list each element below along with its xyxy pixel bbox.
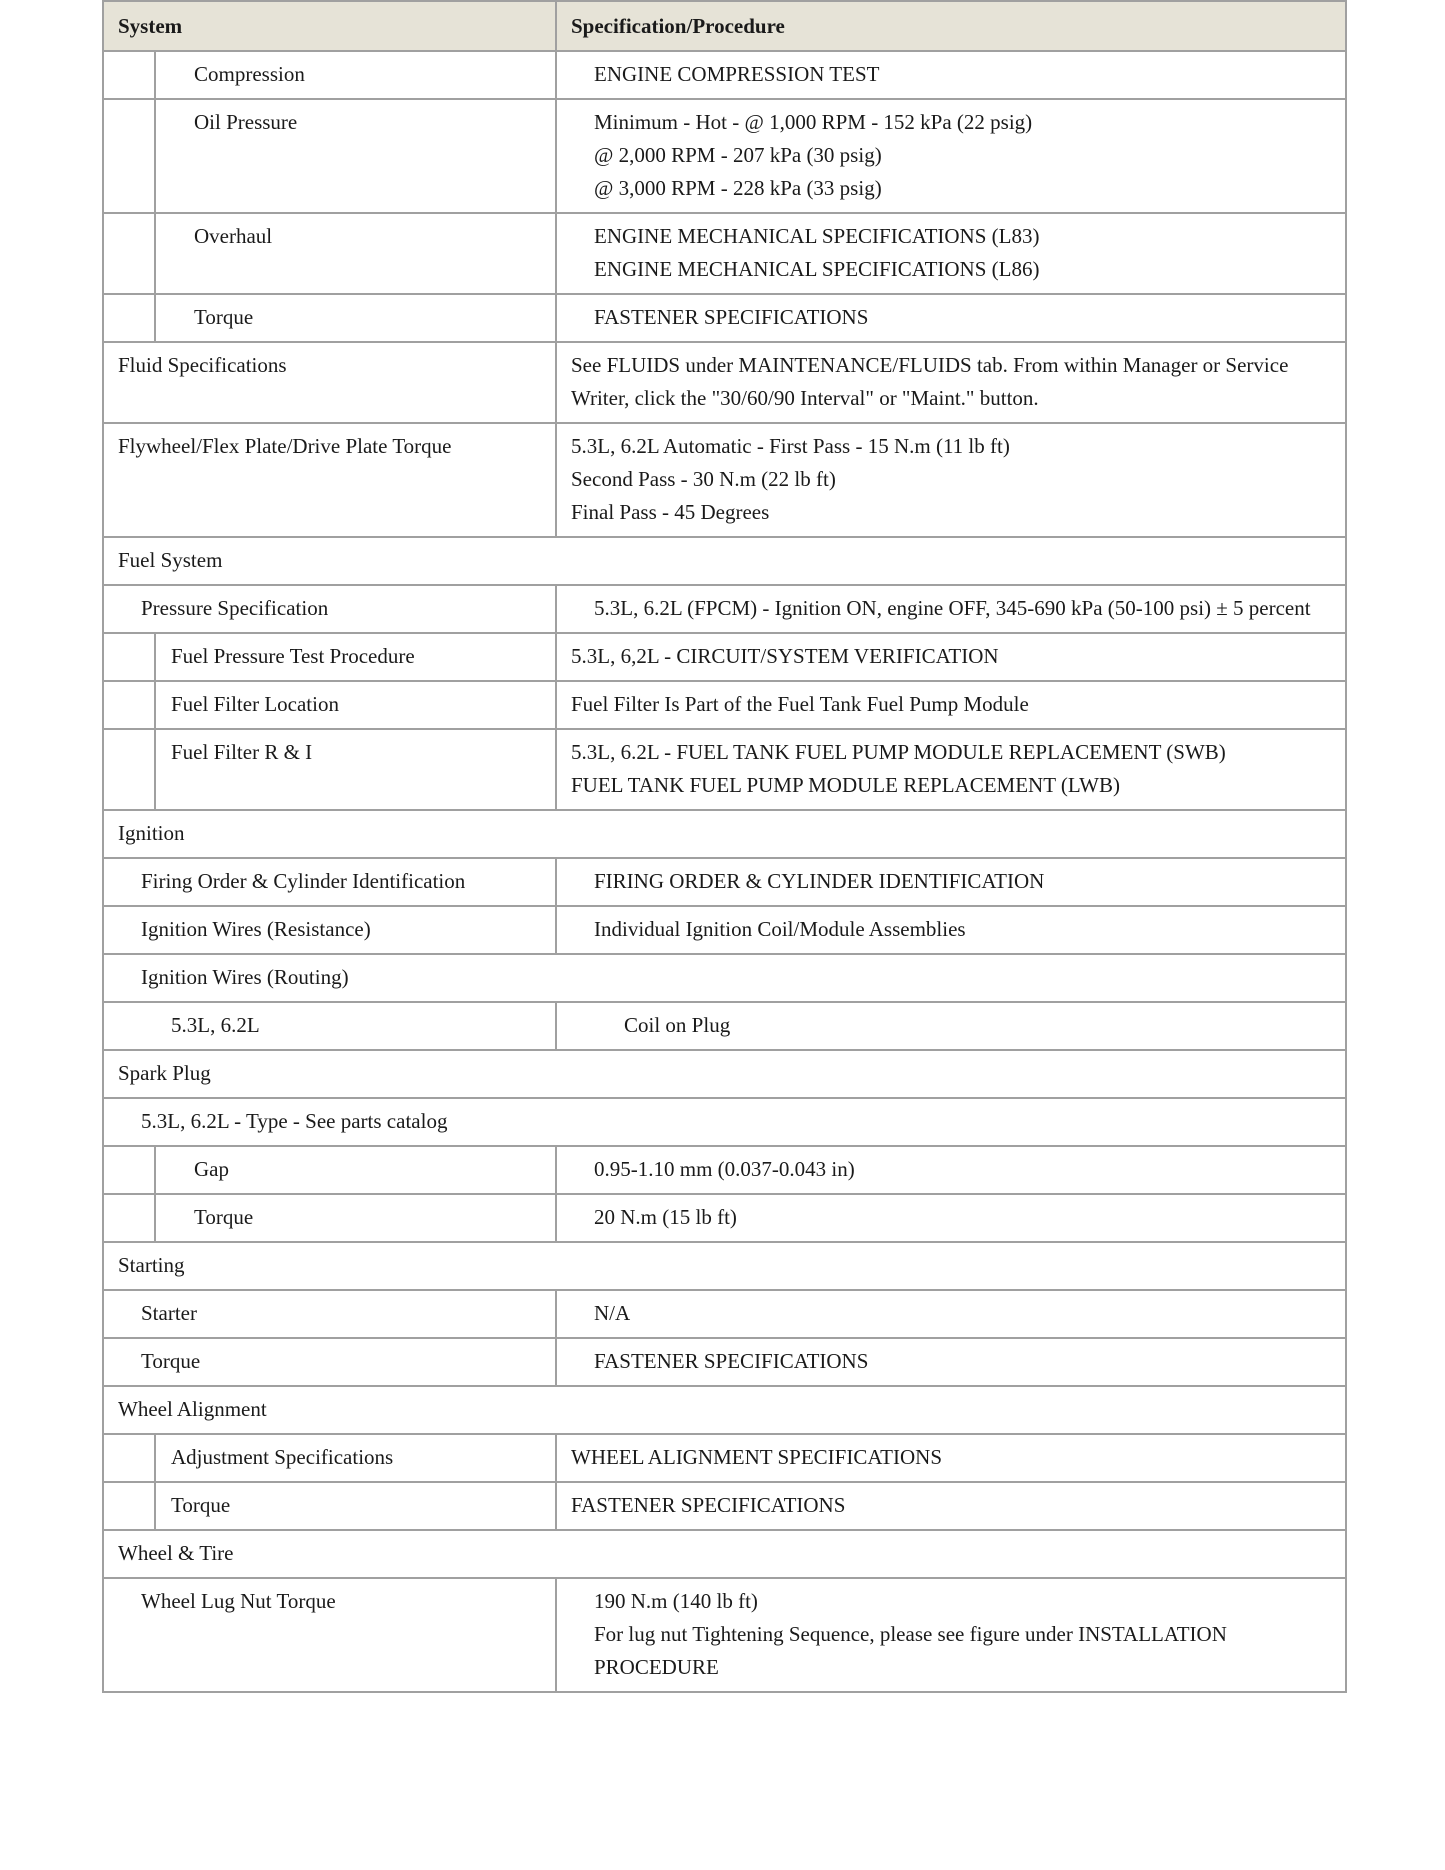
system-cell: [103, 858, 556, 906]
system-cell: [103, 633, 556, 681]
section-row: [103, 537, 1346, 585]
spec-line: N/A: [594, 1301, 631, 1325]
spec-line: Minimum - Hot - @ 1,000 RPM - 152 kPa (22 psig): [594, 110, 1033, 134]
table-row: [103, 294, 1346, 342]
spec-text: [557, 907, 1345, 953]
table-row: [103, 423, 1346, 537]
section-label: Starting: [118, 1253, 185, 1277]
system-cell: [103, 1146, 556, 1194]
spec-cell: [556, 1194, 1346, 1242]
table-row: [103, 1290, 1346, 1338]
section-row: [103, 1530, 1346, 1578]
section-row: [103, 1386, 1346, 1434]
indent-spacer: [104, 634, 156, 680]
spec-line: 5.3L, 6.2L Automatic - First Pass - 15 N.m (11 lb ft): [571, 434, 1010, 458]
table-row: [103, 1338, 1346, 1386]
system-label: Torque: [171, 1493, 231, 1517]
spec-line: WHEEL ALIGNMENT SPECIFICATIONS: [571, 1445, 942, 1469]
spec-cell: [556, 906, 1346, 954]
system-cell: [103, 1194, 556, 1242]
section-row: [103, 1242, 1346, 1290]
spec-line: See FLUIDS under MAINTENANCE/FLUIDS tab. From within Manager or Service Writer, click the "30/60/90 Interval" or "Maint." button.: [571, 353, 1289, 410]
spec-line: Fuel Filter Is Part of the Fuel Tank Fuel Pump Module: [571, 692, 1029, 716]
spec-text: [557, 634, 1345, 680]
section-cell: [103, 1530, 1346, 1578]
table-row: [103, 585, 1346, 633]
spec-cell: [556, 1290, 1346, 1338]
spec-text: [557, 730, 1345, 809]
section-label: Ignition: [118, 821, 185, 845]
spec-cell: [556, 1146, 1346, 1194]
spec-line: Second Pass - 30 N.m (22 lb ft): [571, 467, 836, 491]
system-label: Gap: [194, 1157, 229, 1181]
spec-line: ENGINE MECHANICAL SPECIFICATIONS (L86): [594, 257, 1040, 281]
indent-spacer: [104, 730, 156, 809]
spec-cell: [556, 51, 1346, 99]
system-cell-inner: [104, 1147, 555, 1193]
system-label: Wheel Lug Nut Torque: [141, 1589, 336, 1613]
spec-text: [557, 52, 1345, 98]
system-cell-inner: [104, 52, 555, 98]
system-label: Flywheel/Flex Plate/Drive Plate Torque: [118, 434, 452, 458]
indent-spacer: [104, 295, 156, 341]
spec-line: FIRING ORDER & CYLINDER IDENTIFICATION: [594, 869, 1045, 893]
system-cell-inner: [104, 1195, 555, 1241]
system-cell-inner: [104, 1483, 555, 1529]
system-cell: [103, 213, 556, 294]
spec-cell: [556, 1482, 1346, 1530]
system-cell: [103, 1002, 556, 1050]
header-system-label: System: [118, 13, 183, 38]
system-label: Overhaul: [194, 224, 273, 248]
spec-line: ENGINE MECHANICAL SPECIFICATIONS (L83): [594, 224, 1040, 248]
spec-cell: [556, 213, 1346, 294]
spec-cell: [556, 681, 1346, 729]
system-cell: [103, 99, 556, 213]
spec-cell: [556, 585, 1346, 633]
system-cell: [103, 1338, 556, 1386]
table-row: [103, 51, 1346, 99]
spec-line: 5.3L, 6,2L - CIRCUIT/SYSTEM VERIFICATION: [571, 644, 999, 668]
system-cell: [103, 294, 556, 342]
system-label: Torque: [141, 1349, 201, 1373]
indent-spacer: [104, 1147, 156, 1193]
system-cell: [103, 681, 556, 729]
table-row: [103, 342, 1346, 423]
spec-text: [557, 100, 1345, 212]
table-row: [103, 1434, 1346, 1482]
table-row: [103, 1002, 1346, 1050]
section-row: [103, 1098, 1346, 1146]
table-row: [103, 681, 1346, 729]
spec-cell: [556, 1578, 1346, 1692]
spec-text: [557, 1435, 1345, 1481]
section-cell: [103, 1386, 1346, 1434]
spec-text: [557, 1291, 1345, 1337]
section-label: Ignition Wires (Routing): [141, 965, 349, 989]
system-cell-inner: [104, 214, 555, 293]
spec-cell: [556, 294, 1346, 342]
table-row: [103, 213, 1346, 294]
spec-line: 5.3L, 6.2L (FPCM) - Ignition ON, engine OFF, 345-690 kPa (50-100 psi) ± 5 percent: [594, 596, 1311, 620]
indent-spacer: [104, 682, 156, 728]
system-label: Fuel Filter R & I: [171, 740, 313, 764]
spec-text: [557, 1579, 1345, 1691]
spec-line: 5.3L, 6.2L - FUEL TANK FUEL PUMP MODULE REPLACEMENT (SWB): [571, 740, 1226, 764]
spec-text: [557, 682, 1345, 728]
table-header-row: [103, 1, 1346, 51]
spec-text: [557, 1339, 1345, 1385]
system-label: Fuel Pressure Test Procedure: [171, 644, 415, 668]
system-cell-inner: [104, 1435, 555, 1481]
indent-spacer: [104, 100, 156, 212]
system-cell: [103, 1482, 556, 1530]
table-row: [103, 858, 1346, 906]
spec-line: Coil on Plug: [624, 1013, 731, 1037]
spec-cell: [556, 1434, 1346, 1482]
spec-line: Individual Ignition Coil/Module Assemblies: [594, 917, 966, 941]
system-cell-inner: [104, 100, 555, 212]
system-cell: [103, 906, 556, 954]
table-row: [103, 1578, 1346, 1692]
table-row: [103, 729, 1346, 810]
spec-line: 20 N.m (15 lb ft): [594, 1205, 737, 1229]
spec-text: [557, 586, 1345, 632]
section-row: [103, 810, 1346, 858]
system-cell: [103, 423, 556, 537]
indent-spacer: [104, 52, 156, 98]
indent-spacer: [104, 1195, 156, 1241]
section-label: Wheel & Tire: [118, 1541, 234, 1565]
section-label: Fuel System: [118, 548, 223, 572]
indent-spacer: [104, 1435, 156, 1481]
table-body: [103, 51, 1346, 1692]
system-cell: [103, 51, 556, 99]
table-row: [103, 1194, 1346, 1242]
section-row: [103, 1050, 1346, 1098]
system-label: 5.3L, 6.2L: [171, 1013, 260, 1037]
spec-text: [557, 859, 1345, 905]
spec-text: [557, 1147, 1345, 1193]
spec-text: [557, 295, 1345, 341]
spec-cell: [556, 342, 1346, 423]
spec-line: FASTENER SPECIFICATIONS: [594, 305, 869, 329]
section-cell: [103, 810, 1346, 858]
spec-line: For lug nut Tightening Sequence, please see figure under INSTALLATION PROCEDURE: [594, 1622, 1227, 1679]
spec-line: FASTENER SPECIFICATIONS: [594, 1349, 869, 1373]
indent-spacer: [104, 214, 156, 293]
spec-text: [557, 214, 1345, 293]
spec-text: [557, 1195, 1345, 1241]
spec-text: [557, 424, 1345, 536]
system-cell-inner: [104, 295, 555, 341]
table-row: [103, 633, 1346, 681]
table-row: [103, 1146, 1346, 1194]
system-label: Torque: [194, 305, 254, 329]
spec-line: 190 N.m (140 lb ft): [594, 1589, 758, 1613]
system-cell: [103, 342, 556, 423]
spec-cell: [556, 99, 1346, 213]
system-label: Compression: [194, 62, 305, 86]
spec-cell: [556, 1338, 1346, 1386]
section-label: Wheel Alignment: [118, 1397, 267, 1421]
spec-text: [557, 1483, 1345, 1529]
system-label: Firing Order & Cylinder Identification: [141, 869, 466, 893]
header-spec: [556, 1, 1346, 51]
spec-cell: [556, 633, 1346, 681]
spec-text: [557, 343, 1345, 422]
table-row: [103, 906, 1346, 954]
system-label: Pressure Specification: [141, 596, 329, 620]
spec-line: FASTENER SPECIFICATIONS: [571, 1493, 846, 1517]
system-label: Fuel Filter Location: [171, 692, 339, 716]
system-label: Fluid Specifications: [118, 353, 287, 377]
indent-spacer: [104, 1483, 156, 1529]
section-label: Spark Plug: [118, 1061, 211, 1085]
section-row: [103, 954, 1346, 1002]
spec-line: 0.95-1.10 mm (0.037-0.043 in): [594, 1157, 855, 1181]
system-label: Adjustment Specifications: [171, 1445, 394, 1469]
spec-line: @ 2,000 RPM - 207 kPa (30 psig): [594, 143, 882, 167]
section-cell: [103, 1242, 1346, 1290]
header-system: [103, 1, 556, 51]
spec-line: ENGINE COMPRESSION TEST: [594, 62, 880, 86]
system-label: Ignition Wires (Resistance): [141, 917, 371, 941]
spec-cell: [556, 729, 1346, 810]
system-cell-inner: [104, 634, 555, 680]
spec-text: [557, 1003, 1345, 1049]
specification-table: [102, 0, 1347, 1693]
table-row: [103, 1482, 1346, 1530]
spec-cell: [556, 423, 1346, 537]
spec-cell: [556, 1002, 1346, 1050]
system-label: Oil Pressure: [194, 110, 298, 134]
system-cell-inner: [104, 682, 555, 728]
section-label: 5.3L, 6.2L - Type - See parts catalog: [141, 1109, 448, 1133]
spec-line: @ 3,000 RPM - 228 kPa (33 psig): [594, 176, 882, 200]
system-cell: [103, 1290, 556, 1338]
system-cell: [103, 1578, 556, 1692]
system-cell: [103, 1434, 556, 1482]
header-spec-label: Specification/Procedure: [571, 13, 785, 38]
section-cell: [103, 954, 1346, 1002]
spec-cell: [556, 858, 1346, 906]
system-cell-inner: [104, 730, 555, 809]
table-row: [103, 99, 1346, 213]
system-cell: [103, 729, 556, 810]
system-cell: [103, 585, 556, 633]
system-label: Starter: [141, 1301, 197, 1325]
spec-line: Final Pass - 45 Degrees: [571, 500, 770, 524]
section-cell: [103, 537, 1346, 585]
section-cell: [103, 1098, 1346, 1146]
spec-line: FUEL TANK FUEL PUMP MODULE REPLACEMENT (LWB): [571, 773, 1120, 797]
system-label: Torque: [194, 1205, 254, 1229]
section-cell: [103, 1050, 1346, 1098]
